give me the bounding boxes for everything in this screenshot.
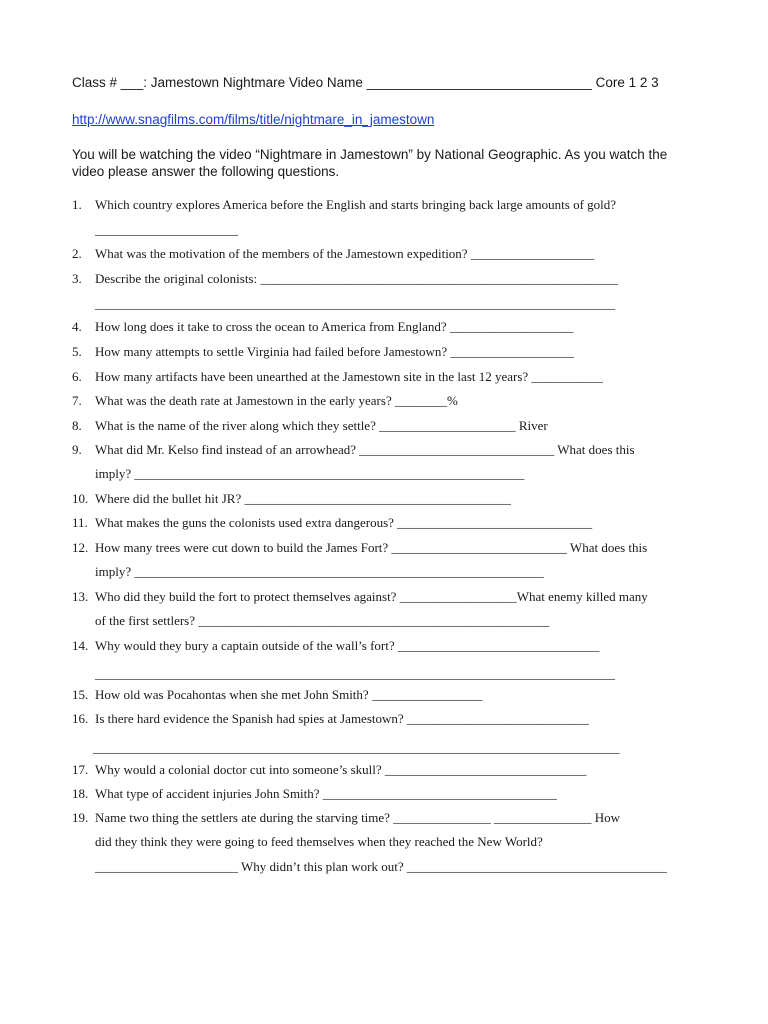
question-number: 17. [72, 762, 89, 777]
question-number: 3. [72, 271, 82, 286]
question-text-line: How many artifacts have been unearthed at the Jamestown site in the last 12 years? ___________ [95, 369, 603, 384]
question-text-line: What makes the guns the colonists used extra dangerous? ______________________________ [95, 515, 593, 530]
question-text-line: ______________________ [95, 222, 238, 237]
question-text-line: Why would a colonial doctor cut into someone’s skull? _______________________________ [95, 762, 587, 777]
question-text-line: What was the motivation of the members of the Jamestown expedition? ___________________ [95, 246, 595, 261]
question-number: 6. [72, 369, 82, 384]
question-number: 8. [72, 418, 82, 433]
question-number: 10. [72, 491, 89, 506]
question-text-line: How many attempts to settle Virginia had failed before Jamestown? ___________________ [95, 344, 574, 359]
question-number: 15. [72, 687, 89, 702]
question-text-line: imply? ____________________________________________________________ [95, 466, 525, 481]
question-text-line: How many trees were cut down to build the James Fort? ___________________________ What does this [95, 540, 648, 555]
question-number: 13. [72, 589, 89, 604]
question-text-line: of the first settlers? ______________________________________________________ [95, 613, 550, 628]
question-number: 16. [72, 711, 89, 726]
question-text-line: Why would they bury a captain outside of the wall’s fort? _______________________________ [95, 638, 600, 653]
instructions-paragraph: You will be watching the video “Nightmare in Jamestown” by National Geographic. As you watch the video please answer the following questions. [72, 147, 668, 179]
question-number: 2. [72, 246, 82, 261]
question-text-line: What was the death rate at Jamestown in the early years? ________% [95, 393, 458, 408]
question-number: 1. [72, 197, 82, 212]
question-text-line: ______________________ Why didn’t this plan work out? ________________________________________ [95, 859, 667, 874]
question-text-line: How old was Pocahontas when she met John Smith? _________________ [95, 687, 483, 702]
video-link[interactable]: http://www.snagfilms.com/films/title/nightmare_in_jamestown [72, 112, 435, 127]
question-text-line: _________________________________________________________________________________ [93, 740, 620, 755]
question-number: 12. [72, 540, 89, 555]
question-number: 7. [72, 393, 82, 408]
question-number: 9. [72, 442, 82, 457]
question-text-line: What is the name of the river along which they settle? _____________________ River [95, 418, 548, 433]
question-text-line: Name two thing the settlers ate during the starving time? _______________ _______________ How [95, 810, 620, 825]
question-number: 5. [72, 344, 82, 359]
question-text-line: What type of accident injuries John Smith? ____________________________________ [95, 786, 557, 801]
question-text-line: imply? _______________________________________________________________ [95, 564, 544, 579]
question-text-line: Describe the original colonists: _______________________________________________________ [95, 271, 618, 286]
question-text-line: did they think they were going to feed themselves when they reached the New World? [95, 834, 543, 849]
question-text-line: What did Mr. Kelso find instead of an arrowhead? ______________________________ What does this [95, 442, 635, 457]
worksheet-header: Class # ___: Jamestown Nightmare Video Name ______________________________ Core 1 2 3 [72, 75, 659, 90]
question-number: 18. [72, 786, 89, 801]
question-text-line: ________________________________________________________________________________ [95, 296, 615, 311]
question-text-line: ________________________________________________________________________________ [95, 666, 615, 681]
question-text-line: Who did they build the fort to protect themselves against? __________________What enemy killed many [95, 589, 648, 604]
question-text-line: Which country explores America before the English and starts bringing back large amounts of gold? [95, 197, 617, 212]
question-text-line: Is there hard evidence the Spanish had spies at Jamestown? ____________________________ [95, 711, 589, 726]
question-number: 4. [72, 319, 82, 334]
question-number: 19. [72, 810, 89, 825]
question-number: 14. [72, 638, 89, 653]
question-number: 11. [72, 515, 88, 530]
question-text-line: How long does it take to cross the ocean to America from England? ___________________ [95, 319, 574, 334]
question-text-line: Where did the bullet hit JR? _________________________________________ [95, 491, 511, 506]
